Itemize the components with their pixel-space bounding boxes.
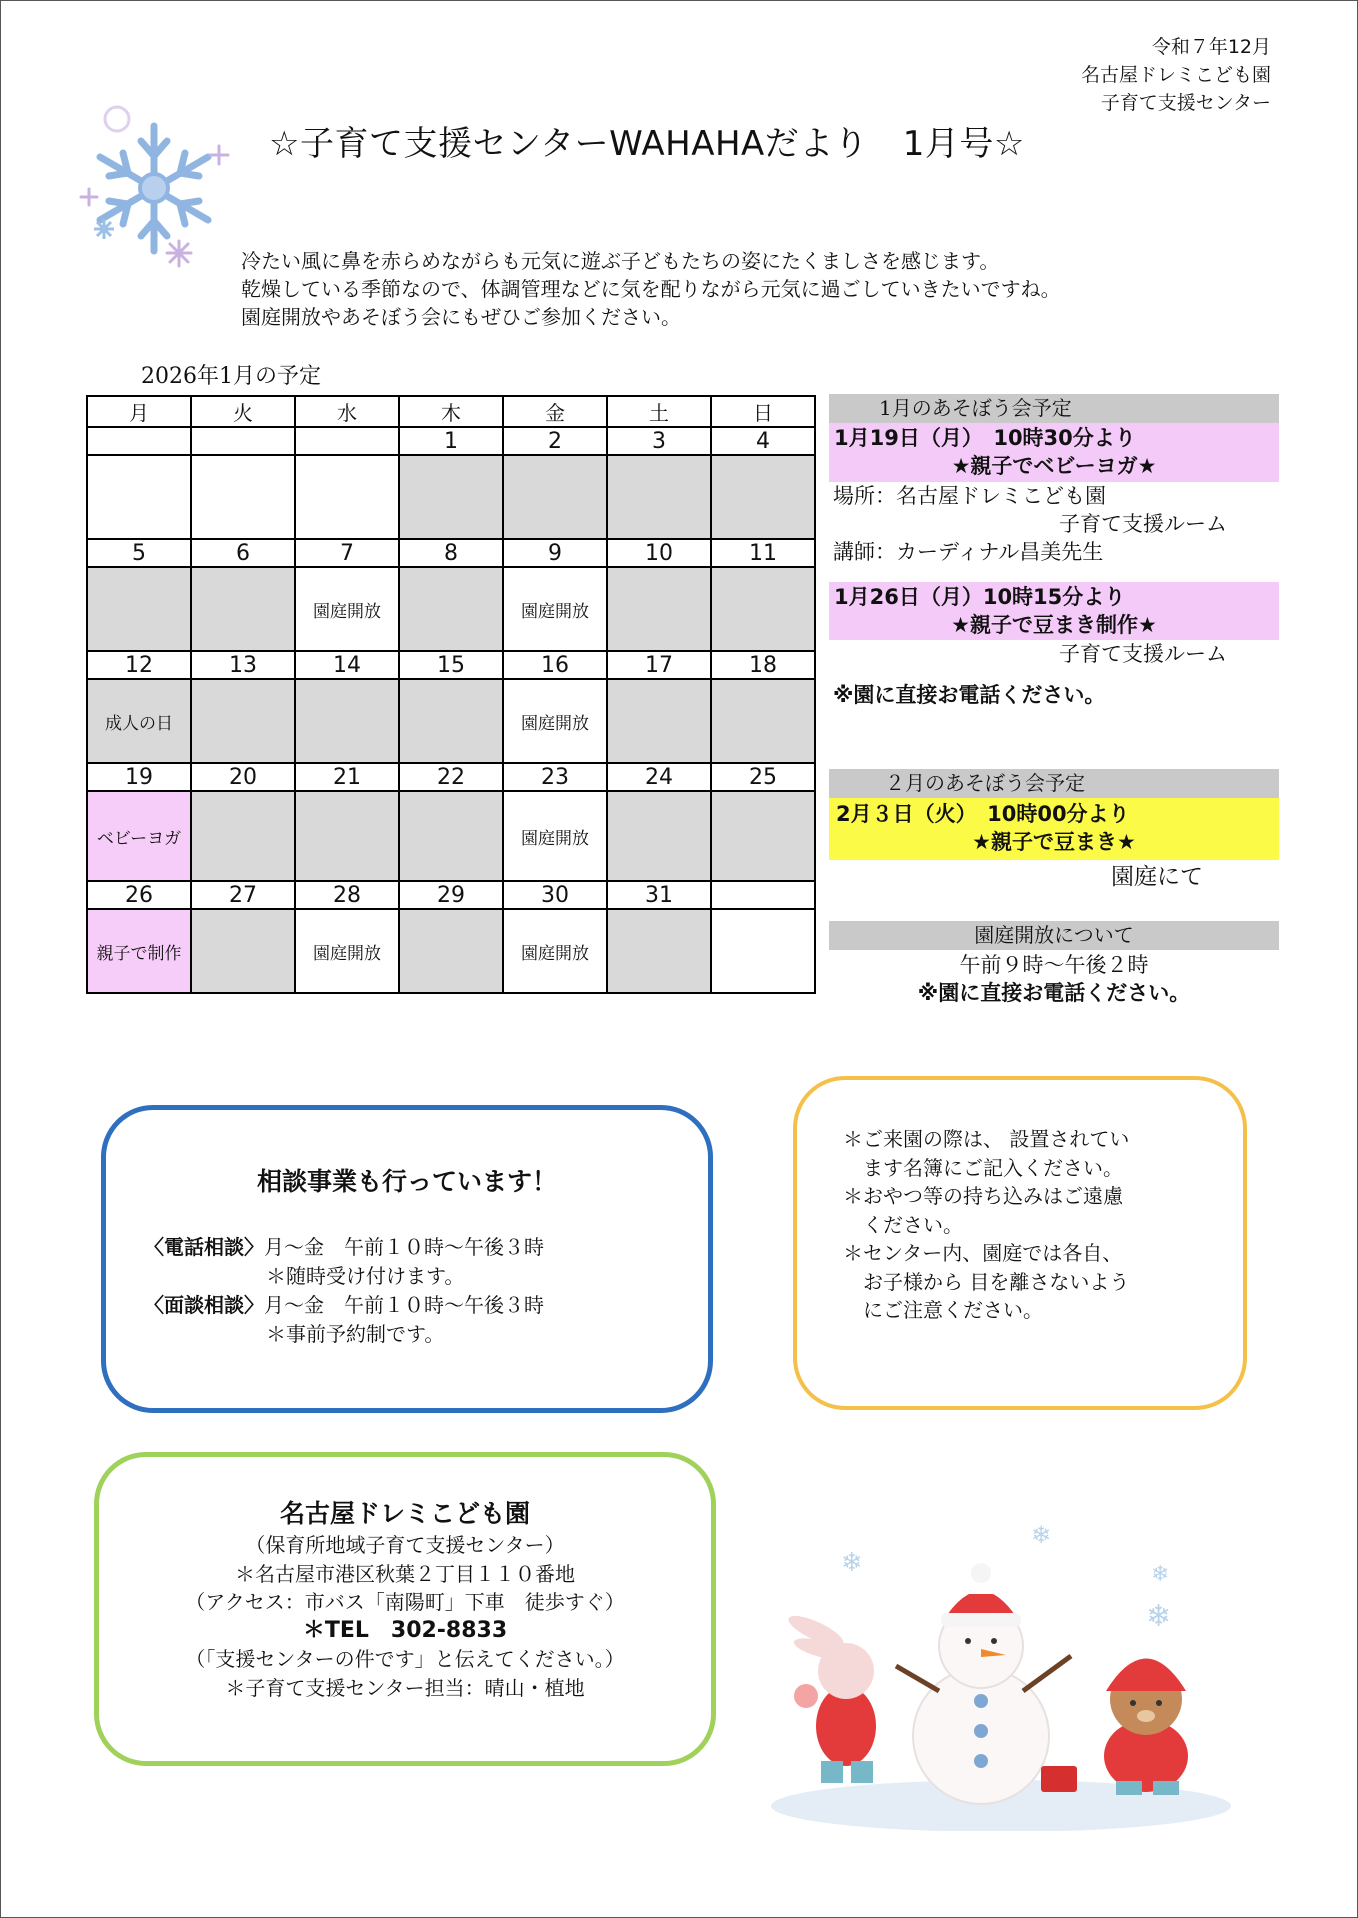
snowman-illustration (761, 1521, 1241, 1831)
event-cell (503, 455, 607, 539)
event-row (87, 791, 815, 881)
event-row (87, 909, 815, 993)
date-cell: 2 (503, 427, 607, 455)
february-events-panel (829, 769, 1279, 894)
newsletter-title: ☆子育て支援センターWAHAHAだより 1月号☆ (269, 124, 1025, 164)
notice-line: にご注意ください。 (843, 1298, 1043, 1322)
date-cell: 3 (607, 427, 711, 455)
feb-event-banner (829, 798, 1279, 860)
date-cell: 5 (87, 539, 191, 567)
event2-date: 1月26日（月）10時15分より (834, 585, 1126, 609)
date-cell: 11 (711, 539, 815, 567)
notice-line: ください。 (843, 1212, 963, 1237)
garden-open-hours: 午前９時～午後２時 (959, 953, 1149, 977)
date-cell: 1 (399, 427, 503, 455)
feb-event-date: 2月３日（火） 10時00分より (836, 802, 1130, 826)
contact-box (94, 1452, 716, 1766)
contact-tel: ＊TEL 302-8833 (302, 1617, 508, 1643)
date-cell: 28 (295, 881, 399, 909)
date-cell: 7 (295, 539, 399, 567)
january-events-heading: 1月のあそぼう会予定 (829, 394, 1279, 423)
event-cell (191, 791, 295, 881)
intro-line: 冷たい風に鼻を赤らめながらも元気に遊ぶ子どもたちの姿にたくましさを感じます。 (241, 249, 1000, 273)
garden-open-heading: 園庭開放について (829, 921, 1279, 950)
notice-box (793, 1076, 1247, 1410)
event-cell (711, 679, 815, 763)
consultation-box (101, 1105, 713, 1413)
contact-name: 名古屋ドレミこども園 (279, 1499, 530, 1528)
weekday-header: 日 (711, 396, 815, 427)
date-cell: 22 (399, 763, 503, 791)
phone-consult-note: ＊随時受け付けます。 (266, 1264, 465, 1288)
consultation-title: 相談事業も行っています！ (256, 1167, 557, 1196)
event-cell (295, 791, 399, 881)
event-cell (399, 567, 503, 651)
date-cell: 25 (711, 763, 815, 791)
feb-event-place: 園庭にて (1111, 864, 1203, 890)
date-cell: 26 (87, 881, 191, 909)
notice-line: ます名簿にご記入ください。 (843, 1155, 1123, 1180)
event-cell-holiday: 成人の日 (87, 679, 191, 763)
contact-address: ＊名古屋市港区秋葉２丁目１１０番地 (235, 1561, 575, 1586)
svg-text:❄: ❄ (841, 1548, 863, 1578)
date-cell (711, 881, 815, 909)
notice-line: ＊おやつ等の持ち込みはご遠慮 (843, 1184, 1123, 1208)
weekday-row (87, 396, 815, 427)
event1-room: 子育て支援ルーム (1059, 512, 1227, 536)
weekday-header: 金 (503, 396, 607, 427)
date-cell: 16 (503, 651, 607, 679)
svg-text:❄: ❄ (1031, 1521, 1052, 1549)
event1-place: 場所：名古屋ドレミこども園 (833, 484, 1106, 508)
event1-teacher: 講師：カーディナル昌美先生 (833, 540, 1104, 564)
date-cell: 30 (503, 881, 607, 909)
date-cell: 13 (191, 651, 295, 679)
event-cell-garden-open: 園庭開放 (295, 567, 399, 651)
date-cell (191, 427, 295, 455)
meeting-consult-note: ＊事前予約制です。 (266, 1322, 445, 1346)
date-cell: 23 (503, 763, 607, 791)
date-cell: 6 (191, 539, 295, 567)
calendar-table (86, 395, 816, 994)
event-row (87, 567, 815, 651)
event-cell-baby-yoga: ベビーヨガ (87, 791, 191, 881)
meeting-consult-label: 〈面談相談〉 (144, 1293, 264, 1317)
contact-access: （アクセス：市バス「南陽町」下車 徒歩すぐ） (185, 1590, 625, 1614)
phone-consult-hours: 月～金 午前１０時～午後３時 (264, 1235, 544, 1259)
snowflake-icon (69, 101, 239, 271)
contact-tel-note: （「支援センターの件です」と伝えてください。） (185, 1647, 625, 1671)
date-row (87, 763, 815, 791)
contact-staff: ＊子育て支援センター担当：晴山・植地 (225, 1675, 585, 1700)
intro-line: 園庭開放やあそぼう会にもぜひご参加ください。 (241, 305, 681, 329)
event-cell (191, 567, 295, 651)
date-cell: 18 (711, 651, 815, 679)
date-cell: 29 (399, 881, 503, 909)
notice-list (843, 1125, 1129, 1325)
date-cell (87, 427, 191, 455)
date-cell: 14 (295, 651, 399, 679)
event-cell (399, 909, 503, 993)
event-cell (607, 679, 711, 763)
school-name: 名古屋ドレミこども園 (1080, 64, 1271, 86)
date-cell: 10 (607, 539, 711, 567)
svg-text:❄: ❄ (1151, 1562, 1170, 1587)
organization-header (1081, 33, 1271, 117)
svg-text:❄: ❄ (1146, 1599, 1172, 1634)
garden-open-note: ※園に直接お電話ください。 (917, 981, 1191, 1005)
weekday-header: 土 (607, 396, 711, 427)
date-cell: 12 (87, 651, 191, 679)
date-row (87, 427, 815, 455)
date-cell: 31 (607, 881, 711, 909)
event-cell (711, 567, 815, 651)
issue-date: 令和７年12月 (1151, 36, 1271, 58)
intro-line: 乾燥している季節なので、体調管理などに気を配りながら元気に過ごしていきたいですね。 (241, 277, 1061, 301)
event1-title: ★親子でベビーヨガ★ (951, 454, 1157, 478)
event2-banner (829, 582, 1279, 640)
feb-event-title: ★親子で豆まき★ (972, 830, 1136, 854)
date-row (87, 539, 815, 567)
event1-banner (829, 423, 1279, 482)
event-cell (607, 791, 711, 881)
date-cell: 9 (503, 539, 607, 567)
weekday-header: 水 (295, 396, 399, 427)
notice-line: ＊センター内、園庭では各自、 (843, 1241, 1123, 1265)
schedule-title: 2026年1月の予定 (141, 364, 321, 389)
date-cell: 17 (607, 651, 711, 679)
weekday-header: 火 (191, 396, 295, 427)
event2-note: ※園に直接お電話ください。 (833, 683, 1106, 707)
notice-line: ＊ご来園の際は、 設置されてい (843, 1127, 1130, 1151)
date-cell: 8 (399, 539, 503, 567)
event-cell-garden-open: 園庭開放 (503, 909, 607, 993)
event-cell (607, 455, 711, 539)
date-cell (295, 427, 399, 455)
event-cell (87, 567, 191, 651)
notice-line: お子様から 目を離さないよう (843, 1269, 1130, 1294)
event-cell (87, 455, 191, 539)
date-row (87, 881, 815, 909)
event-cell (191, 909, 295, 993)
date-cell: 20 (191, 763, 295, 791)
date-cell: 21 (295, 763, 399, 791)
event-cell-garden-open: 園庭開放 (503, 679, 607, 763)
event-row (87, 455, 815, 539)
event-cell-garden-open: 園庭開放 (503, 791, 607, 881)
event-cell (711, 455, 815, 539)
event-cell (191, 679, 295, 763)
contact-subtitle: （保育所地域子育て支援センター） (245, 1533, 565, 1557)
consultation-details (144, 1233, 544, 1349)
weekday-header: 月 (87, 396, 191, 427)
event-cell (607, 567, 711, 651)
event-row (87, 679, 815, 763)
date-cell: 27 (191, 881, 295, 909)
event-cell (399, 679, 503, 763)
event-cell-garden-open: 園庭開放 (503, 567, 607, 651)
event-cell (711, 791, 815, 881)
event-cell-craft: 親子で制作 (87, 909, 191, 993)
event2-title: ★親子で豆まき制作★ (951, 613, 1157, 637)
garden-open-panel (829, 921, 1279, 1007)
date-cell: 4 (711, 427, 815, 455)
phone-consult-label: 〈電話相談〉 (144, 1235, 264, 1259)
event-cell (711, 909, 815, 993)
january-events-panel (829, 394, 1279, 709)
event-cell-garden-open: 園庭開放 (295, 909, 399, 993)
event-cell (295, 679, 399, 763)
date-cell: 15 (399, 651, 503, 679)
event-cell (399, 455, 503, 539)
date-cell: 19 (87, 763, 191, 791)
date-row (87, 651, 815, 679)
event-cell (607, 909, 711, 993)
intro-text (241, 247, 1061, 331)
event2-room: 子育て支援ルーム (1059, 642, 1227, 666)
weekday-header: 木 (399, 396, 503, 427)
date-cell: 24 (607, 763, 711, 791)
event-cell (295, 455, 399, 539)
center-name: 子育て支援センター (1100, 92, 1271, 114)
meeting-consult-hours: 月～金 午前１０時～午後３時 (264, 1293, 544, 1317)
february-events-heading: ２月のあそぼう会予定 (829, 769, 1279, 798)
event-cell (399, 791, 503, 881)
contact-details (99, 1497, 711, 1702)
event-cell (191, 455, 295, 539)
event1-date: 1月19日（月） 10時30分より (834, 426, 1136, 450)
